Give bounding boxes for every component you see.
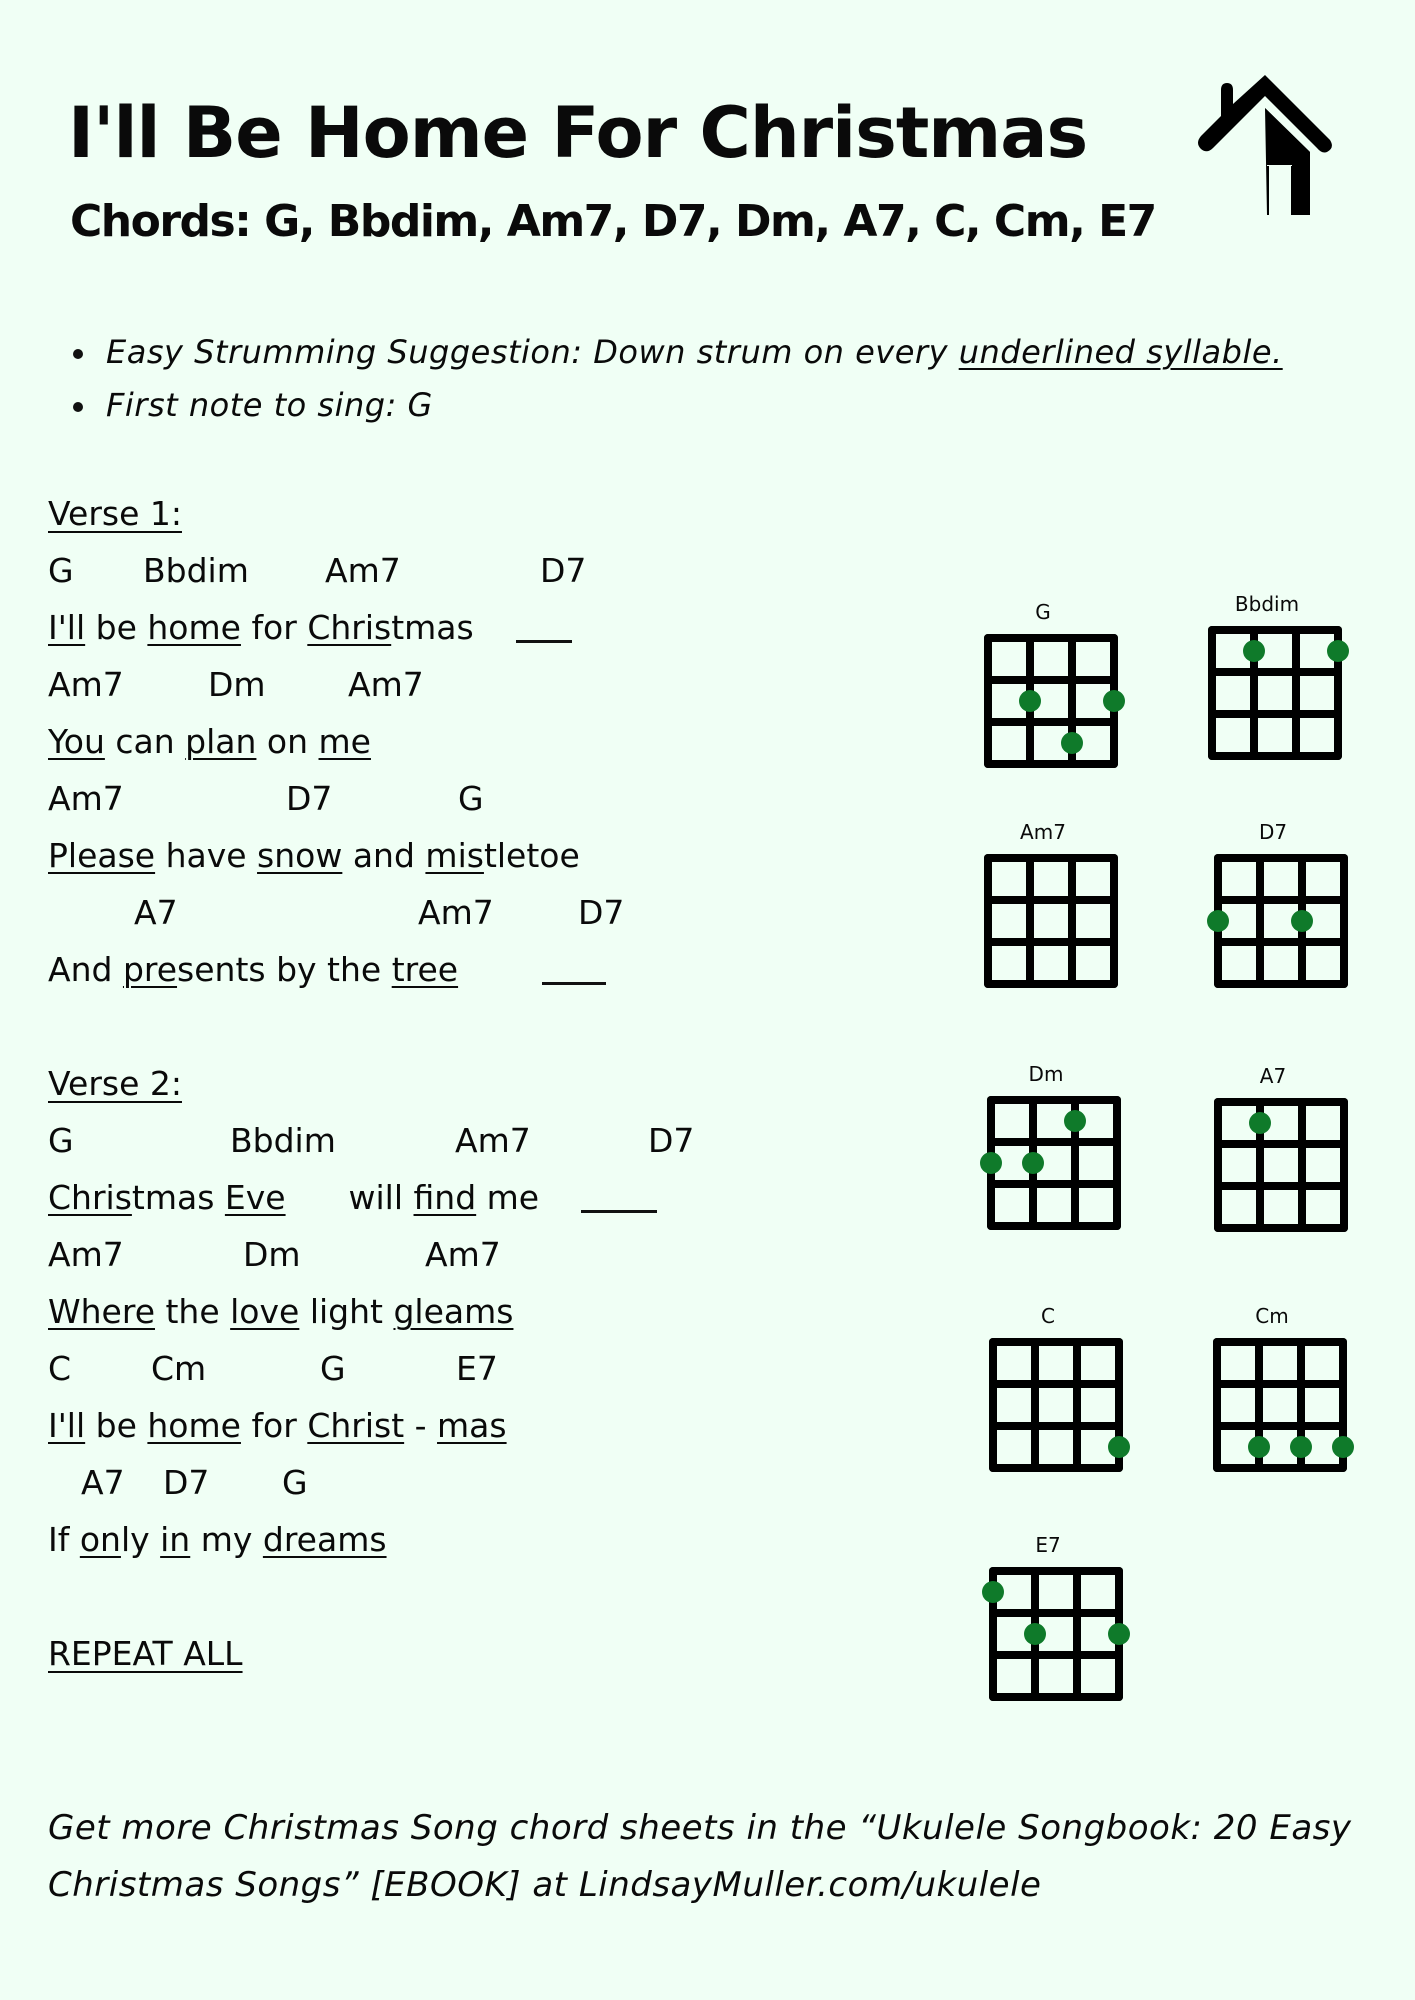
strum-syllable: home xyxy=(147,1406,241,1445)
finger-dot xyxy=(980,1152,1002,1174)
lyric-text: the xyxy=(155,1292,231,1331)
fretboard-grid xyxy=(968,848,1128,998)
chord-name: Am7 xyxy=(48,1235,124,1274)
finger-dot xyxy=(1249,1112,1271,1134)
strum-syllable: Chris xyxy=(48,1178,132,1217)
strum-syllable: snow xyxy=(257,836,343,875)
strum-syllable: on xyxy=(79,1520,121,1559)
strum-syllable: pre xyxy=(122,950,178,989)
chord-name: G xyxy=(320,1349,346,1388)
chord-line xyxy=(48,889,928,946)
first-note: First note to sing: G xyxy=(70,381,1283,434)
finger-dot xyxy=(1024,1623,1046,1645)
lyric-text: And xyxy=(48,950,123,989)
fretboard-grid xyxy=(1198,848,1358,998)
lyric-text: tletoe xyxy=(483,836,580,875)
chord-name: Dm xyxy=(243,1235,301,1274)
verse2-heading: Verse 2: xyxy=(48,1064,182,1103)
chord-name: G xyxy=(458,779,484,818)
strum-syllable: Chris xyxy=(307,608,392,647)
finger-dot xyxy=(1022,1152,1044,1174)
lyrics-section xyxy=(48,490,928,1687)
underlined-example: underlined syllable. xyxy=(958,333,1283,371)
chord-name: Bbdim xyxy=(230,1121,336,1160)
lyric-text: - xyxy=(404,1406,438,1445)
strum-syllable: love xyxy=(230,1292,300,1331)
strum-syllable: Christ xyxy=(307,1406,405,1445)
chord-name: D7 xyxy=(286,779,333,818)
chord-name: Am7 xyxy=(455,1121,531,1160)
finger-dot xyxy=(1103,690,1125,712)
notes-list xyxy=(70,328,1283,434)
lyric-line xyxy=(48,1516,928,1573)
chord-diagram-label: C xyxy=(1041,1304,1055,1328)
lyric-line xyxy=(48,946,928,1003)
chord-line xyxy=(48,661,928,718)
chord-name: Bbdim xyxy=(143,551,249,590)
chord-diagram-d7 xyxy=(1198,820,1348,1000)
strum-syllable: I'll xyxy=(48,608,86,647)
strum-syllable: mas xyxy=(437,1406,507,1445)
chord-diagram-am7 xyxy=(968,820,1118,1000)
chord-diagram-label: A7 xyxy=(1259,1064,1287,1088)
chord-line xyxy=(48,775,928,832)
finger-dot xyxy=(1290,1436,1312,1458)
strum-syllable: home xyxy=(147,608,241,647)
chord-diagram-g xyxy=(968,600,1118,780)
lyric-line xyxy=(48,718,928,775)
fretboard-grid xyxy=(1197,1332,1357,1482)
lyric-text: and xyxy=(342,836,426,875)
strum-syllable: me xyxy=(318,722,371,761)
strum-syllable: dreams xyxy=(262,1520,387,1559)
lyric-text: have xyxy=(155,836,258,875)
chord-diagram-e7 xyxy=(973,1533,1123,1713)
chord-name: D7 xyxy=(540,551,587,590)
chord-diagram-label: Cm xyxy=(1255,1304,1289,1328)
song-title: I'll Be Home For Christmas xyxy=(68,92,1088,174)
chord-diagram-label: E7 xyxy=(1035,1533,1061,1557)
chord-name: Am7 xyxy=(418,893,494,932)
chord-name: Am7 xyxy=(348,665,424,704)
chord-name: G xyxy=(282,1463,308,1502)
footer-promo xyxy=(48,1800,1388,1914)
chord-diagram-label: G xyxy=(1035,600,1051,624)
chord-line xyxy=(48,1117,928,1174)
lyric-text: be xyxy=(85,1406,148,1445)
lyric-text: can xyxy=(104,722,186,761)
lyric-line xyxy=(48,1174,928,1231)
strum-syllable: Please xyxy=(48,836,156,875)
repeat-all-label: REPEAT ALL xyxy=(48,1634,243,1673)
hold-blank xyxy=(581,1174,657,1213)
house-icon xyxy=(1195,70,1335,215)
lyric-line xyxy=(48,1288,928,1345)
chord-diagram-bbdim xyxy=(1192,592,1342,772)
chord-diagram-label: Bbdim xyxy=(1234,592,1300,616)
chord-name: A7 xyxy=(134,893,178,932)
verse1-body xyxy=(48,547,928,1003)
lyric-text xyxy=(458,950,542,989)
finger-dot xyxy=(1019,690,1041,712)
strum-syllable: I'll xyxy=(48,1406,86,1445)
finger-dot xyxy=(1332,1436,1354,1458)
finger-dot xyxy=(1291,910,1313,932)
hold-blank xyxy=(516,604,572,643)
chord-name: C xyxy=(48,1349,72,1388)
chord-line xyxy=(48,1231,928,1288)
lyric-text: light xyxy=(299,1292,394,1331)
lyric-text: be xyxy=(85,608,148,647)
strum-syllable: You xyxy=(48,722,105,761)
finger-dot xyxy=(1248,1436,1270,1458)
lyric-text: tmas xyxy=(131,1178,225,1217)
chord-diagram-cm xyxy=(1197,1304,1347,1484)
strum-syllable: mis xyxy=(425,836,484,875)
chord-name: D7 xyxy=(163,1463,210,1502)
lyric-text: If xyxy=(48,1520,80,1559)
chord-diagram-label: D7 xyxy=(1258,820,1288,844)
chord-name: A7 xyxy=(81,1463,125,1502)
lyric-text: for xyxy=(240,1406,308,1445)
chord-list-subtitle: Chords: G, Bbdim, Am7, D7, Dm, A7, C, Cm, E7 xyxy=(70,196,1156,247)
chord-name: D7 xyxy=(648,1121,695,1160)
chord-line xyxy=(48,1345,928,1402)
strum-syllable: find xyxy=(413,1178,477,1217)
lyric-text: on xyxy=(256,722,319,761)
strum-syllable: tree xyxy=(391,950,459,989)
finger-dot xyxy=(982,1581,1004,1603)
finger-dot xyxy=(1064,1110,1086,1132)
lyric-line xyxy=(48,832,928,889)
strum-syllable: plan xyxy=(185,722,257,761)
lyric-text: tmas xyxy=(391,608,516,647)
lyric-text: my xyxy=(190,1520,263,1559)
footer-line-2: Christmas Songs” [EBOOK] at LindsayMuller.com/ukulele xyxy=(48,1865,1042,1905)
lyric-text: ly xyxy=(120,1520,161,1559)
chord-name: Am7 xyxy=(48,779,124,818)
lyric-text: me xyxy=(476,1178,582,1217)
fretboard-grid xyxy=(968,628,1128,778)
finger-dot xyxy=(1108,1436,1130,1458)
strum-syllable: Where xyxy=(48,1292,155,1331)
finger-dot xyxy=(1243,640,1265,662)
finger-dot xyxy=(1327,640,1349,662)
chord-name: G xyxy=(48,551,74,590)
chord-line xyxy=(48,1459,928,1516)
fretboard-grid xyxy=(973,1561,1133,1711)
fretboard-grid xyxy=(1192,620,1352,770)
chord-diagram-label: Am7 xyxy=(1020,820,1066,844)
chord-diagram-label: Dm xyxy=(1028,1062,1064,1086)
chord-diagram-dm xyxy=(971,1062,1121,1242)
lyric-text: for xyxy=(240,608,308,647)
chord-diagram-c xyxy=(973,1304,1123,1484)
chord-name: Am7 xyxy=(48,665,124,704)
chord-name: D7 xyxy=(578,893,625,932)
chord-name: Am7 xyxy=(425,1235,501,1274)
hold-blank xyxy=(542,946,606,985)
verse1-heading: Verse 1: xyxy=(48,494,182,533)
lyric-line xyxy=(48,1402,928,1459)
chord-name: E7 xyxy=(456,1349,498,1388)
finger-dot xyxy=(1108,1623,1130,1645)
fretboard-grid xyxy=(973,1332,1133,1482)
fretboard-grid xyxy=(1198,1092,1358,1242)
chord-name: Cm xyxy=(151,1349,207,1388)
lyric-line xyxy=(48,604,928,661)
strum-syllable: gleams xyxy=(393,1292,514,1331)
footer-line-1: Get more Christmas Song chord sheets in the “Ukulele Songbook: 20 Easy xyxy=(48,1808,1352,1848)
fretboard-grid xyxy=(971,1090,1131,1240)
chord-name: G xyxy=(48,1121,74,1160)
chord-name: Dm xyxy=(208,665,266,704)
strum-syllable: Eve xyxy=(224,1178,286,1217)
lyric-text: will xyxy=(285,1178,414,1217)
strum-syllable: in xyxy=(160,1520,191,1559)
lyric-text: sents by the xyxy=(177,950,392,989)
chord-name: Am7 xyxy=(325,551,401,590)
verse2-body xyxy=(48,1117,928,1573)
chord-diagram-a7 xyxy=(1198,1064,1348,1244)
strumming-suggestion: Easy Strumming Suggestion: Down strum on every underlined syllable. xyxy=(70,328,1283,381)
finger-dot xyxy=(1207,910,1229,932)
chord-line xyxy=(48,547,928,604)
finger-dot xyxy=(1061,732,1083,754)
